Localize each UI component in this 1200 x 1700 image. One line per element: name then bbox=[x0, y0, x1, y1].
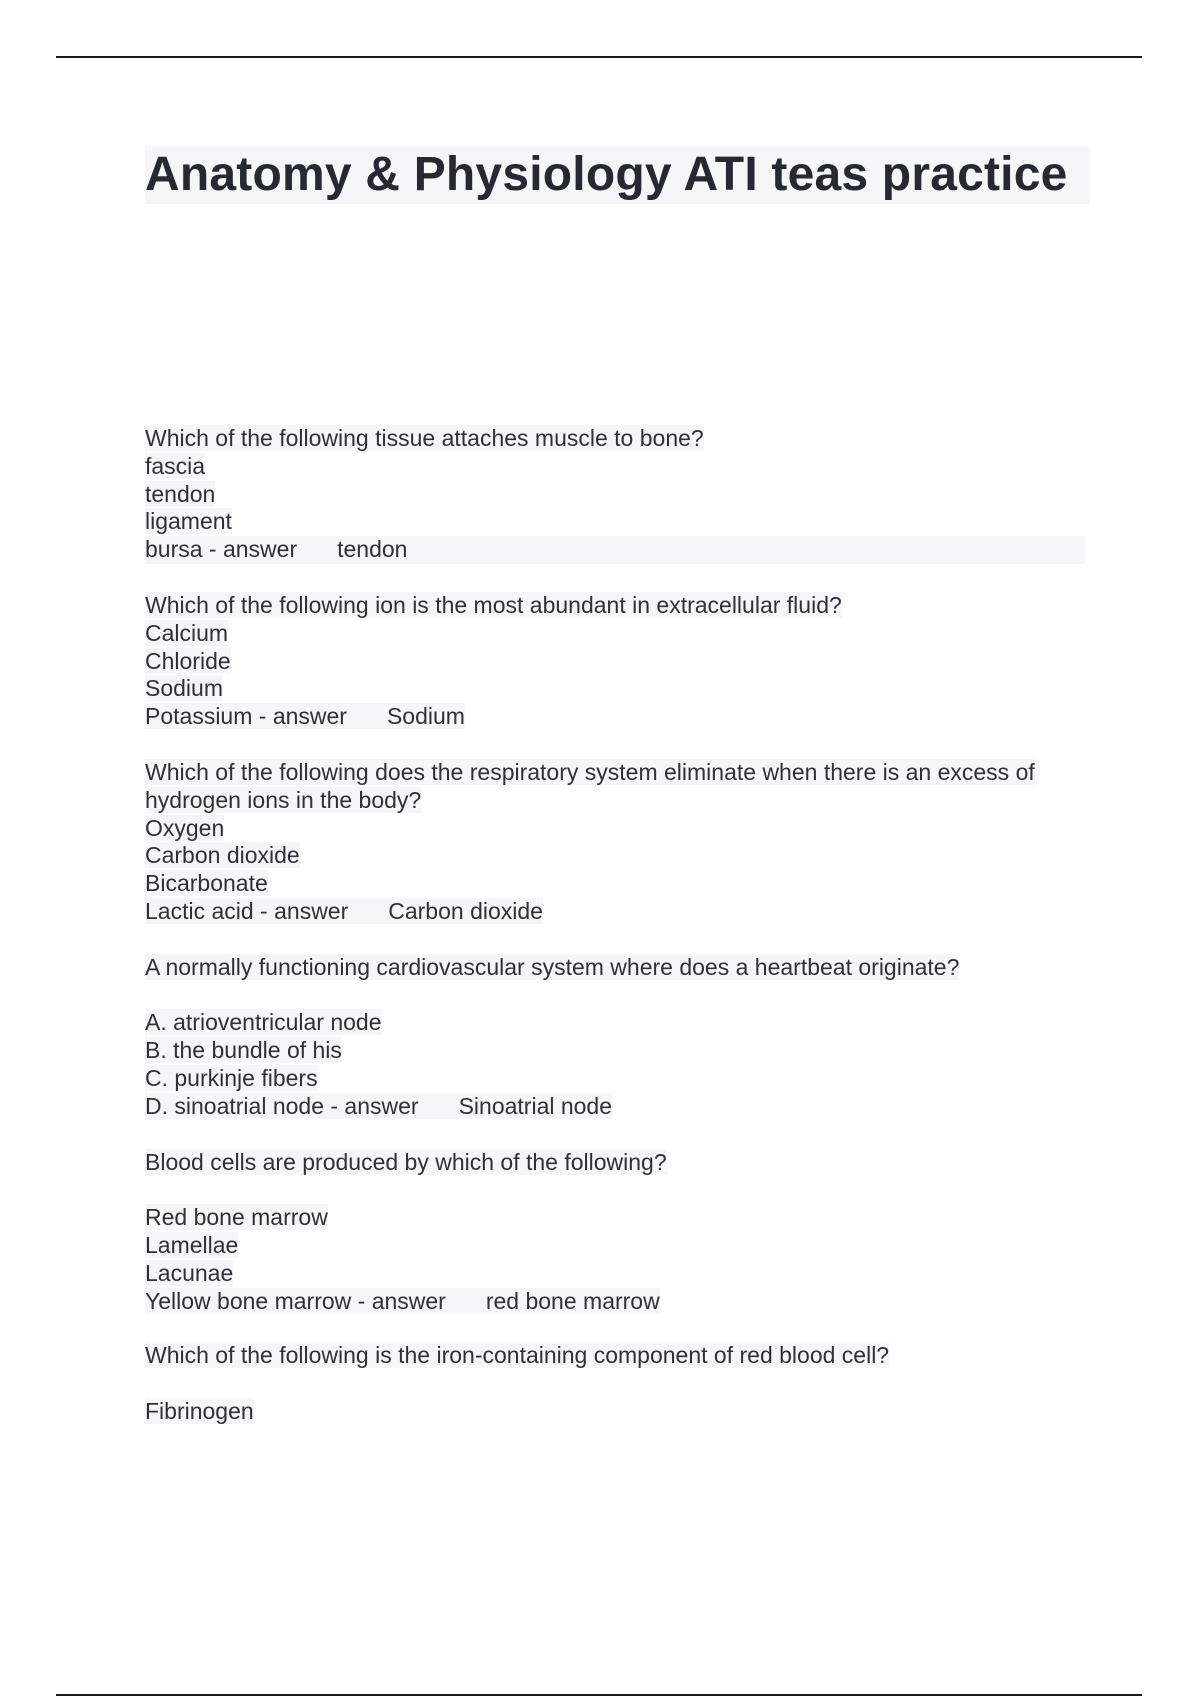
document-title: Anatomy & Physiology ATI teas practice bbox=[145, 146, 1090, 204]
correct-answer: Sodium bbox=[386, 703, 465, 730]
correct-answer: tendon bbox=[337, 536, 408, 563]
answer-option: Calcium bbox=[145, 619, 229, 646]
question-block bbox=[145, 759, 1085, 926]
correct-answer: red bone marrow bbox=[485, 1287, 660, 1314]
question-block bbox=[145, 592, 1085, 731]
answer-option: Potassium - answer bbox=[145, 703, 347, 730]
question-text: Blood cells are produced by which of the following? bbox=[145, 1148, 667, 1175]
answer-option: Lamellae bbox=[145, 1231, 239, 1258]
question-block bbox=[145, 1149, 1085, 1316]
answer-option: Carbon dioxide bbox=[145, 842, 300, 869]
question-text: Which of the following does the respiratory system eliminate when there is an excess of hydrogen ions in the body? bbox=[145, 758, 1035, 813]
answer-option: B. the bundle of his bbox=[145, 1037, 342, 1064]
answer-option: Sodium bbox=[145, 675, 223, 702]
bottom-divider bbox=[56, 1694, 1142, 1696]
top-divider bbox=[56, 56, 1142, 58]
correct-answer: Carbon dioxide bbox=[388, 897, 543, 924]
answer-option: A. atrioventricular node bbox=[145, 1009, 382, 1036]
question-text: Which of the following ion is the most abundant in extracellular fluid? bbox=[145, 591, 842, 618]
question-list bbox=[145, 425, 1085, 1454]
correct-answer: Sinoatrial node bbox=[458, 1092, 613, 1119]
question-text: Which of the following tissue attaches muscle to bone? bbox=[145, 425, 704, 451]
question-text: A normally functioning cardiovascular system where does a heartbeat originate? bbox=[145, 953, 960, 980]
question-block bbox=[145, 1342, 1085, 1425]
answer-option: Red bone marrow bbox=[145, 1204, 328, 1231]
answer-option: Fibrinogen bbox=[145, 1397, 254, 1424]
answer-option: Oxygen bbox=[145, 814, 225, 841]
answer-option: C. purkinje fibers bbox=[145, 1064, 318, 1091]
answer-option: D. sinoatrial node - answer bbox=[145, 1092, 419, 1119]
answer-option: Lacunae bbox=[145, 1259, 234, 1286]
answer-option: ligament bbox=[145, 508, 232, 535]
answer-option: bursa - answer bbox=[145, 536, 298, 563]
answer-option: Yellow bone marrow - answer bbox=[145, 1287, 446, 1314]
answer-option: tendon bbox=[145, 480, 216, 507]
answer-option: Lactic acid - answer bbox=[145, 897, 349, 924]
answer-option: Bicarbonate bbox=[145, 870, 268, 897]
question-block bbox=[145, 954, 1085, 1121]
question-block bbox=[145, 425, 1085, 564]
question-text: Which of the following is the iron-containing component of red blood cell? bbox=[145, 1342, 890, 1369]
answer-option: fascia bbox=[145, 452, 206, 479]
answer-option: Chloride bbox=[145, 647, 231, 674]
